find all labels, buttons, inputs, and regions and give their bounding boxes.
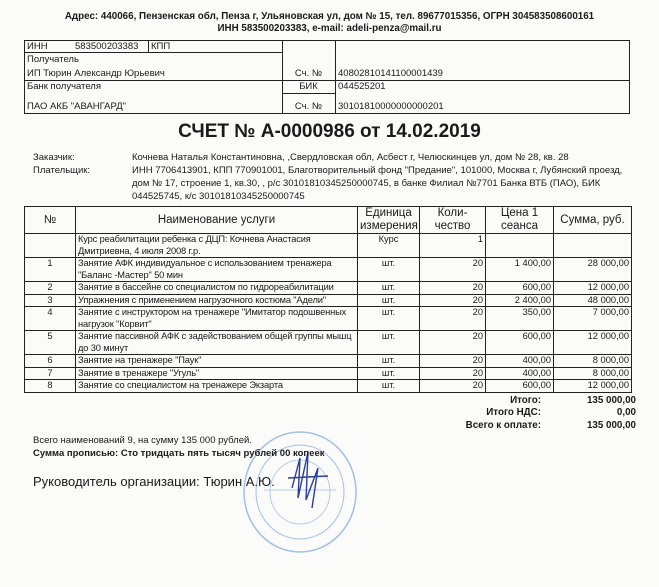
amount-in-words: Сумма прописью: Сто тридцать пять тысяч рублей 00 копеек	[33, 448, 325, 459]
inn-value: 583500203383	[75, 41, 139, 52]
table-row	[25, 355, 632, 368]
row-unit: шт.	[358, 331, 420, 355]
payer-label: Плательщик:	[33, 165, 91, 176]
corr-value: 30101810000000000201	[338, 101, 444, 112]
row-number: 7	[25, 367, 76, 380]
payer-line: 044525745, к/с 30101810345250000745	[132, 191, 305, 202]
table-row	[25, 294, 632, 307]
inn-label: ИНН	[27, 41, 48, 52]
account-value: 40802810141100001439	[338, 68, 443, 79]
course-unit: Курс	[358, 234, 420, 258]
row-price: 600,00	[486, 380, 554, 393]
row-name: Занятие со специалистом на тренажере Экзарта	[76, 380, 358, 393]
row-name: Занятие с инструктором на тренажере "Имитатор подошвенных нагрузок "Корвит"	[76, 307, 358, 331]
row-unit: шт.	[358, 380, 420, 393]
invoice-body	[24, 206, 636, 490]
row-unit: шт.	[358, 367, 420, 380]
row-price: 400,00	[486, 367, 554, 380]
row-qty: 20	[420, 258, 486, 282]
row-price: 350,00	[486, 307, 554, 331]
col-header-name: Наименование услуги	[76, 207, 358, 234]
row-sum: 12 000,00	[554, 331, 632, 355]
items-count-line: Всего наименований 9, на сумму 135 000 рублей.	[33, 435, 252, 446]
row-sum: 12 000,00	[554, 282, 632, 295]
row-price: 400,00	[486, 355, 554, 368]
bik-value: 044525201	[338, 81, 386, 92]
col-header-price: Цена 1 сеанса	[486, 207, 554, 234]
col-header-unit: Единица измерения	[358, 207, 420, 234]
row-sum: 28 000,00	[554, 258, 632, 282]
due-value: 135 000,00	[586, 419, 636, 431]
row-number: 2	[25, 282, 76, 295]
row-price: 600,00	[486, 331, 554, 355]
invoice-title: СЧЕТ № А-0000986 от 14.02.2019	[178, 121, 481, 142]
row-price: 1 400,00	[486, 258, 554, 282]
table-row	[25, 380, 632, 393]
account-label: Сч. №	[294, 68, 323, 79]
row-qty: 20	[420, 294, 486, 307]
row-sum: 48 000,00	[554, 294, 632, 307]
row-price: 2 400,00	[486, 294, 554, 307]
row-qty: 20	[420, 307, 486, 331]
row-sum: 12 000,00	[554, 380, 632, 393]
row-number: 5	[25, 331, 76, 355]
table-row	[25, 258, 632, 282]
items-table	[24, 206, 632, 393]
vat-label: Итого НДС:	[486, 407, 541, 418]
bank-name: ПАО АКБ "АВАНГАРД"	[27, 101, 127, 112]
bik-label: БИК	[299, 81, 318, 92]
bank-label: Банк получателя	[27, 81, 101, 92]
customer-value: Кочнева Наталья Константиновна, ,Свердловская обл, Асбест г, Челюскинцев ул, дом № 28, кв. 28	[132, 152, 569, 163]
col-header-sum: Сумма, руб.	[554, 207, 632, 234]
total-value: 135 000,00	[586, 394, 636, 406]
corr-label: Сч. №	[294, 101, 323, 112]
row-sum: 7 000,00	[554, 307, 632, 331]
row-unit: шт.	[358, 307, 420, 331]
customer-label: Заказчик:	[33, 152, 75, 163]
row-number: 4	[25, 307, 76, 331]
row-number: 3	[25, 294, 76, 307]
row-number: 6	[25, 355, 76, 368]
row-qty: 20	[420, 367, 486, 380]
header-inn-email: ИНН 583500203383, e-mail: adeli-penza@mail.ru	[217, 23, 442, 34]
row-qty: 20	[420, 355, 486, 368]
col-header-qty: Коли- чество	[420, 207, 486, 234]
row-qty: 20	[420, 380, 486, 393]
row-sum: 8 000,00	[554, 367, 632, 380]
payer-line: ИНН 7706413901, КПП 770901001, Благотворительный фонд "Предание", 101000, Москва г, Лубянский проезд,	[132, 165, 623, 176]
row-number: 8	[25, 380, 76, 393]
row-qty: 20	[420, 282, 486, 295]
row-name: Занятие в тренажере "Угуль"	[76, 367, 358, 380]
row-unit: шт.	[358, 294, 420, 307]
header-address: Адрес: 440066, Пензенская обл, Пенза г, Ульяновская ул, дом № 15, тел. 89677015356, ОГРН 304583508600161	[64, 11, 595, 22]
row-number: 1	[25, 258, 76, 282]
row-name: Занятие на тренажере "Паук"	[76, 355, 358, 368]
table-header-row	[25, 207, 632, 234]
row-sum: 8 000,00	[554, 355, 632, 368]
table-row	[25, 282, 632, 295]
row-unit: шт.	[358, 258, 420, 282]
row-qty: 20	[420, 331, 486, 355]
due-label: Всего к оплате:	[465, 419, 541, 431]
col-header-number: №	[25, 207, 76, 234]
row-unit: шт.	[358, 355, 420, 368]
row-price: 600,00	[486, 282, 554, 295]
table-row	[25, 307, 632, 331]
row-unit: шт.	[358, 282, 420, 295]
recipient-name: ИП Тюрин Александр Юрьевич	[27, 68, 165, 79]
vat-value: 0,00	[616, 407, 636, 418]
kpp-label: КПП	[151, 41, 171, 52]
table-row	[25, 331, 632, 355]
course-qty: 1	[420, 234, 486, 258]
row-name: Занятие пассивной АФК с задействованием общей группы мышц до 30 минут	[76, 331, 358, 355]
payer-line: дом № 17, строение 1, кв.30, , р/с 30101810345250000745, в банке Филиал №7701 Банка ВТБ (ПАО), БИК	[132, 178, 601, 189]
row-name: Занятие в бассейне со специалистом по гидрореабилитации	[76, 282, 358, 295]
total-label: Итого:	[510, 394, 541, 406]
row-name: Упражнения с применением нагрузочного костюма "Адели"	[76, 294, 358, 307]
course-row	[25, 234, 632, 258]
course-name: Курс реабилитации ребенка с ДЦП: Кочнева Анастасия Дмитриевна, 4 июля 2008 г.р.	[76, 234, 358, 258]
director-signature-line: Руководитель организации: Тюрин А.Ю.	[33, 474, 275, 489]
table-row	[25, 367, 632, 380]
totals-block	[24, 395, 636, 433]
recipient-label: Получатель	[27, 54, 79, 65]
row-name: Занятие АФК индивидуальное с использованием тренажера "Баланс -Мастер" 50 мин	[76, 258, 358, 282]
bank-details-box	[24, 40, 630, 114]
